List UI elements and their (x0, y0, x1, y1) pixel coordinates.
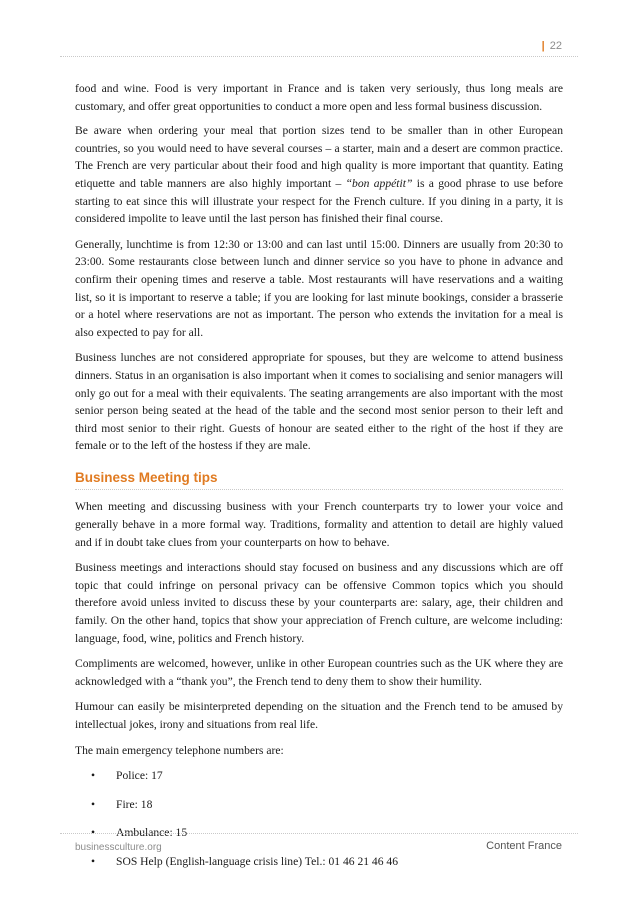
bullet-icon: • (91, 769, 96, 783)
phrase-bon-appetit: “bon appétit” (345, 176, 413, 190)
list-item (75, 796, 563, 814)
paragraph: food and wine. Food is very important in France and is taken very seriously, thus long meals are customary, and offer great opportunities to conduct a more open and less formal business discussion. (75, 82, 563, 113)
paragraph: When meeting and discussing business with your French counterparts try to lower your voice and generally behave in a more formal way. Traditions, formality and attention to detail are highly valued and if in doubt take clues from your counterparts on how to behave. (75, 500, 563, 549)
footer-rule (60, 833, 578, 834)
footer-website: businessculture.org (75, 842, 162, 853)
page-number-separator: | (541, 40, 545, 52)
paragraph: Business lunches are not considered appropriate for spouses, but they are welcome to attend business dinners. Status in an organisation is also important when it comes to socialising and senior managers will only go out for a meal with their equivalents. The seating arrangements are also important with the most senior person being seated at the head of the table and the second most senior person to their left and third most senior to their right. Guests of honour are seated either to the right of the host if they are female or to the left of the hostess if they are male. (75, 351, 563, 453)
list-item-text: Police: 17 (116, 769, 163, 783)
bullet-icon: • (91, 826, 96, 840)
paragraph-text: Be aware when ordering your meal that portion sizes tend to be smaller than in other European countries, so you would need to have several courses – a starter, main and a desert are common practice. The French are very particular about their food and high quality is more important that quantity. Eating etiquette and table manners are also highly important – (75, 124, 563, 190)
header-rule (60, 56, 578, 57)
list-item-text: SOS Help (English-language crisis line) Tel.: 01 46 21 46 46 (116, 854, 399, 868)
footer-section-title: Content France (486, 840, 562, 852)
paragraph: Compliments are welcomed, however, unlike in other European countries such as the UK where they are acknowledged with a “thank you”, the French tend to deny them to show their humility. (75, 657, 563, 688)
paragraph: Generally, lunchtime is from 12:30 or 13:00 and can last until 15:00. Dinners are usually from 20:30 to 23:00. Some restaurants close between lunch and dinner service so you have to phone in advance and confirm their opening times and reserve a table. Most restaurants will have reservations and a waiting list, so it is important to reserve a table; if you are looking for last minute bookings, consider a brasserie or a hotel where reservations are not as important. The person who extends the invitation for a meal is also expected to pay for all. (75, 237, 563, 339)
list-item (75, 853, 563, 871)
list-item-text: Fire: 18 (116, 797, 153, 811)
emergency-numbers-list (75, 767, 563, 870)
page-number-value: 22 (549, 40, 562, 52)
paragraph: Business meetings and interactions should stay focused on business and any discussions which are off topic that could infringe on personal privacy can be offensive Common topics which you should therefore avoid unless invited to discuss these by your counterparts are: salary, age, their children and family. On the other hand, topics that show your appreciation of French culture, are welcome including: language, food, wine, politics and French history. (75, 561, 563, 645)
list-item-text: Ambulance: 15 (116, 826, 188, 840)
list-item (75, 767, 563, 785)
page-body (75, 80, 563, 882)
paragraph: The main emergency telephone numbers are: (75, 743, 284, 757)
bullet-icon: • (91, 854, 96, 868)
bullet-icon: • (91, 797, 96, 811)
page-number (542, 40, 562, 52)
paragraph-text: is a good phrase to use before starting to eat since this will illustrate your respect for the French culture. If you dining in a party, it is considered impolite to leave until the last person has finished their final course. (75, 176, 564, 226)
paragraph: Humour can easily be misinterpreted depending on the situation and the French tend to be amused by intellectual jokes, irony and situations from real life. (75, 700, 563, 731)
paragraph-eating-etiquette (75, 122, 563, 228)
section-heading: Business Meeting tips (75, 469, 218, 485)
section-heading-rule (75, 489, 563, 490)
